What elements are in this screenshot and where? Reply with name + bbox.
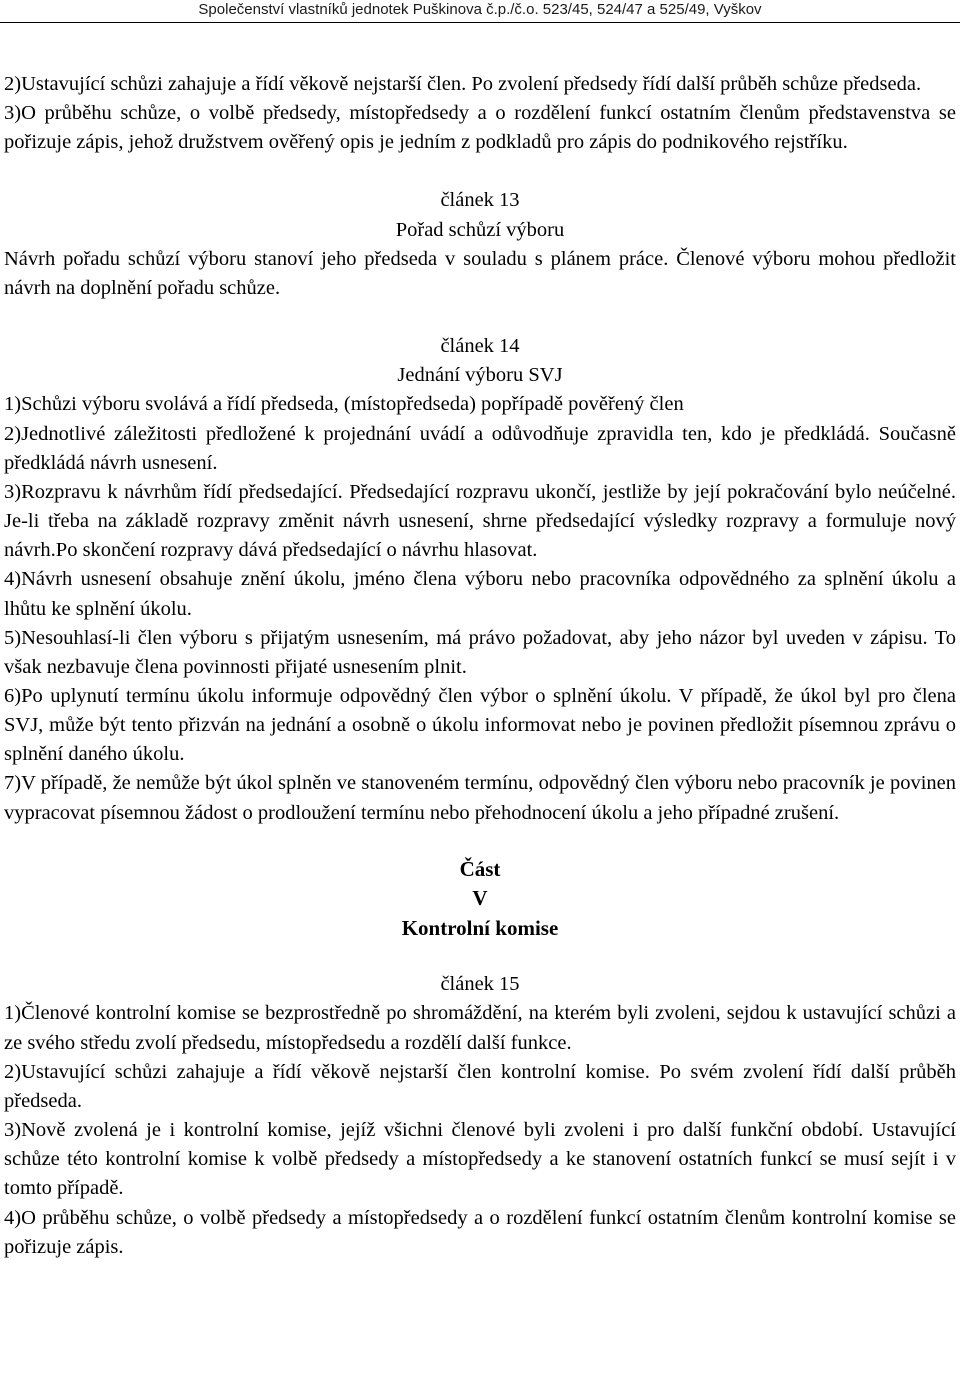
article-14-paragraph: 5)Nesouhlasí-li člen výboru s přijatým usnesením, má právo požadovat, aby jeho názor byl uveden v zápisu. To však nezbavuje člena povinnosti přijaté usnesením plnit.: [4, 626, 956, 678]
page-header: Společenství vlastníků jednotek Puškinova č.p./č.o. 523/45, 524/47 a 525/49, Vyškov: [0, 0, 960, 23]
part-title: Kontrolní komise: [401, 915, 559, 940]
article-15-paragraph: 1)Členové kontrolní komise se bezprostředně po shromáždění, na kterém byli zvoleni, sejdou k ustavující schůzi a ze svého středu zvolí předsedu, místopředsedu a rozdělí další funkce.: [4, 1002, 956, 1054]
article-14-paragraph: 3)Rozpravu k návrhům řídí předsedající. Předsedající rozpravu ukončí, jestliže by její pokračování bylo neúčelné. Je-li třeba na základě rozpravy změnit návrh usnesení, shrne předsedající výsledky rozpravy a formuluje nový návrh.Po skončení rozpravy dává předsedající o návrhu hlasovat.: [4, 480, 956, 562]
article-13-text: Návrh pořadu schůzí výboru stanoví jeho předseda v souladu s plánem práce. Členové výboru mohou předložit návrh na doplnění pořadu schůze.: [4, 247, 956, 299]
document-body: [0, 23, 960, 1262]
intro-paragraph: 3)O průběhu schůze, o volbě předsedy, místopředsedy a o rozdělení funkcí ostatním členům představenstva se pořizuje zápis, jehož družstvem ověřený opis je jedním z podkladů pro zápis do podnikového rejstříku.: [4, 102, 956, 154]
article-15-paragraph: 3)Nově zvolená je i kontrolní komise, jejíž všichni členové byli zvoleni i pro další funkční období. Ustavující schůze této kontrolní komise k volbě předsedy a místopředsedy a ke stanovení ostatních funkcí se musí sejít i v tomto případě.: [4, 1119, 956, 1200]
article-14-paragraph: 2)Jednotlivé záležitosti předložené k projednání uvádí a odůvodňuje zpravidla ten, kdo je předkládá. Současně předkládá návrh usnesení.: [4, 422, 956, 474]
article-14-number: článek 14: [440, 335, 520, 358]
article-13-number: článek 13: [440, 189, 520, 212]
intro-paragraph: 2)Ustavující schůzi zahajuje a řídí věkově nejstarší člen. Po zvolení předsedy řídí další průběh schůze předseda.: [4, 73, 922, 95]
part-numeral: V: [472, 886, 488, 911]
article-14-paragraph: 6)Po uplynutí termínu úkolu informuje odpovědný člen výbor o splnění úkolu. V případě, že úkol byl pro člena SVJ, může být tento přizván na jednání a osobně o úkolu informovat nebo je povinen předložit písemnou zprávu o splnění daného úkolu.: [4, 684, 956, 766]
article-14-paragraph: 7)V případě, že nemůže být úkol splněn ve stanoveném termínu, odpovědný člen výboru nebo pracovník je povinen vypracovat písemnou žádost o prodloužení termínu nebo přehodnocení úkolu a jeho případné zrušení.: [4, 772, 956, 824]
article-14-paragraph: 1)Schůzi výboru svolává a řídí předseda, (místopředseda) popřípadě pověřený člen: [4, 393, 684, 416]
article-14-paragraph: 4)Návrh usnesení obsahuje znění úkolu, jméno člena výboru nebo pracovníka odpovědného za splnění úkolu a lhůtu ke splnění úkolu.: [4, 568, 956, 620]
article-15-number: článek 15: [440, 973, 520, 996]
article-14-title: Jednání výboru SVJ: [397, 364, 563, 387]
part-label: Část: [459, 856, 501, 881]
article-15-paragraph: 4)O průběhu schůze, o volbě předsedy a místopředsedy a o rozdělení funkcí ostatním členům kontrolní komise se pořizuje zápis.: [4, 1206, 956, 1258]
article-13-title: Pořad schůzí výboru: [395, 218, 565, 241]
article-15-paragraph: 2)Ustavující schůzi zahajuje a řídí věkově nejstarší člen kontrolní komise. Po svém zvolení řídí další průběh předseda.: [4, 1060, 956, 1112]
